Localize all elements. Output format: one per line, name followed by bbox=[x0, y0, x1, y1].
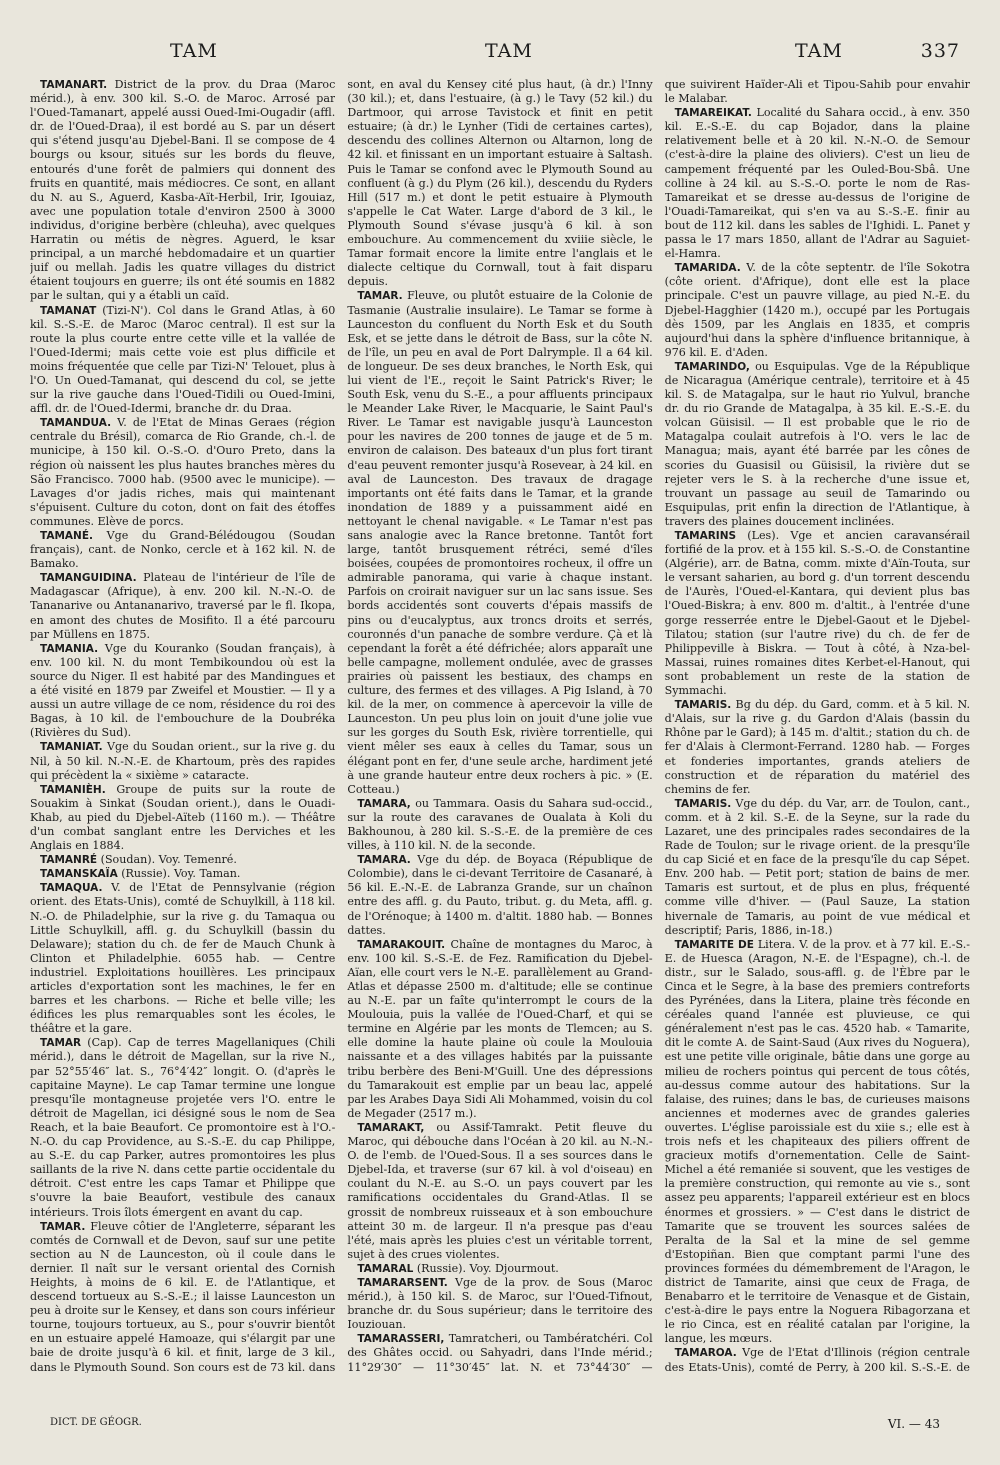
dictionary-entry bbox=[665, 938, 970, 1347]
header-left: TAM bbox=[170, 40, 218, 62]
entry-text: Vge de la prov. de Sous (Maroc mérid.), à 150 kil. S. de Maroc, sur l'Oued-Tifnout, branche dr. du Sous supérieur; dans le territoire des Iouziouan. bbox=[347, 1275, 653, 1332]
entry-text: (Tizi-N'). Col dans le Grand Atlas, à 60 kil. S.-S.-E. de Maroc (Maroc central). Il est sur la route la plus courte entre cette ville et la vallée de l'Oued-Idermi; mais cette voie est plus difficile et moins fréquentée que celle par Tizi-N' Telouet, plus à l'O. Un Oued-Tamanat, qui descend du col, se jette sur la rive gauche dans l'Oued-Tidili ou Oued-Imini, affl. dr. de l'Oued-Idermi, branche dr. du Draa. bbox=[30, 303, 336, 416]
dictionary-entry bbox=[30, 867, 335, 881]
dictionary-entry bbox=[30, 881, 335, 1036]
header-right: TAM bbox=[795, 40, 843, 62]
entry-headword: TAMANAT bbox=[40, 304, 97, 317]
footer-right: VI. — 43 bbox=[887, 1417, 940, 1431]
entry-headword: TAMANGUIDINA. bbox=[40, 572, 137, 585]
entry-headword: TAMARIS. bbox=[674, 797, 732, 810]
entry-text: Vge du Kouranko (Soudan français), à env. 100 kil. N. du mont Tembikoundou où est la source du Niger. Il est habité par des Mandingues et a été visité en 1879 par Zweifel et Moustier. — Il y a aussi un autre village de ce nom, résidence du roi des Bagas, à 10 kil. de l'embouchure de la Doubréka (Rivières du Sud). bbox=[30, 641, 336, 740]
dictionary-entry bbox=[665, 106, 970, 261]
dictionary-entry bbox=[30, 1220, 335, 1373]
entry-text: Litera. V. de la prov. et à 77 kil. E.-S.-E. de Huesca (Aragon, N.-E. de l'Espagne), ch.-l. de distr., sur le Salado, sous-affl. g. de l'Èbre par le Cinca et le Segre, à la base des premiers contreforts des Pyrénées, dans la Litera, plaine très féconde en céréales quand l'année est pluvieuse, ce qui généralement n'est pas le cas. 4520 hab. « Tamarite, dit le comte A. de Saint-Saud (Aux rives du Noguera), est une petite ville originale, bâtie dans une gorge au milieu de rochers pointus qui percent de tous côtés, au-dessus comme autour des habitations. Sur la falaise, des ruines; dans le bas, de curieuses maisons anciennes et modernes avec de grandes galeries ouvertes. L'église paroissiale est du xiie s.; elle est à trois nefs et les chapiteaux des piliers offrent de gracieux motifs d'ornementation. Celle de Saint-Michel a été remaniée si souvent, que les vestiges de la première construction, qui remonte au vie s., sont assez peu apparents; l'appareil extérieur est en blocs énormes et grossiers. » — C'est dans le district de Tamarite que se trouvent les sources salées de Peralta de la Sal et la mine de sel gemme d'Estopiñan. Bien que comptant parmi l'une des provinces formées du démembrement de l'Aragon, le district de Tamarite, ainsi que ceux de Fraga, de Benabarro et le territoire de Venasque et de Gistain, c'est-à-dire le pays entre la Noguera Ribagorzana et le rio Cinca, est en réalité catalan par l'origine, la langue, les mœurs. bbox=[664, 937, 970, 1346]
dictionary-entry bbox=[665, 78, 970, 106]
entry-headword: TAMARAKT, bbox=[357, 1121, 425, 1134]
dictionary-entry bbox=[30, 740, 335, 782]
entry-text: Chaîne de montagnes du Maroc, à env. 100 kil. S.-S.-E. de Fez. Ramification du Djebel-Aïan, elle court vers le N.-E. parallèlement au Grand-Atlas et dépasse 2500 m. d'altitude; elle se continue au N.-E. par un faîte qu'interrompt le cours de la Moulouia, puis la vallée de l'Oued-Charf, et qui se termine en Algérie par les monts de Tlemcen; au S. elle domine la haute plaine où coule la Moulouia naissante et a des villages habités par la puissante tribu berbère des Beni-M'Guill. Une des dépressions du Tamarakouit est emplie par un beau lac, appelé par les Arabes Daya Sidi Ali Mohammed, voisin du col de Megader (2517 m.). bbox=[347, 937, 653, 1120]
entry-text: (Cap). Cap de terres Magellaniques (Chili mérid.), dans le détroit de Magellan, sur la rive N., par 52°55′46″ lat. S., 76°4′42″ longit. O. (d'après le capitaine Mayne). Le cap Tamar termine une longue presqu'île montagneuse projetée vers l'O. entre le détroit de Magellan, ici désigné sous le nom de Sea Reach, et la baie Beaufort. Ce promontoire est à l'O.-N.-O. du cap Providence, au S.-S.-E. du cap Philippe, au S.-E. du cap Parker, autres promontoires les plus saillants de la rive N. dans cette partie occidentale du détroit. C'est entre les caps Tamar et Philippe que s'ouvre la baie Beaufort, vestibule des canaux intérieurs. Trois îlots émergent en avant du cap. bbox=[30, 1036, 336, 1219]
entry-text: Vge du dép. de Boyaca (République de Colombie), dans le ci-devant Territoire de Casanaré, à 56 kil. E.-N.-E. de Labranza Grande, sur un chaînon entre des affl. g. du Pauto, tribut. g. du Meta, affl. g. de l'Orénoque; à 1400 m. d'altit. 1880 hab. — Bonnes dattes. bbox=[347, 853, 653, 937]
entry-headword: TAMANART. bbox=[40, 79, 108, 91]
footer-left: DICT. DE GÉOGR. bbox=[50, 1417, 142, 1428]
column-1 bbox=[30, 78, 335, 1373]
entry-text: (Soudan). Voy. Temenré. bbox=[100, 853, 237, 867]
entry-headword: TAMANIA. bbox=[40, 642, 99, 655]
entry-text: V. de l'Etat de Minas Geraes (région centrale du Brésil), comarca de Rio Grande, ch.-l. de municipe, à 150 kil. O.-S.-O. d'Ouro Preto, dans la région où naissent les plus hautes branches mères du São Francisco. 7000 hab. (9500 avec le municipe). — Lavages d'or jadis riches, mais qui maintenant s'épuisent. Culture du coton, dont on fait des étoffes communes. Elève de porcs. bbox=[30, 416, 336, 528]
dictionary-entry bbox=[347, 1332, 652, 1373]
entry-headword: TAMANÉ. bbox=[40, 530, 93, 542]
dictionary-entry bbox=[665, 261, 970, 360]
entry-headword: TAMARAL bbox=[357, 1262, 414, 1275]
dictionary-entry bbox=[347, 78, 652, 289]
dictionary-entry bbox=[30, 416, 335, 529]
entry-headword: TAMAROA. bbox=[674, 1347, 737, 1360]
page-number: 337 bbox=[920, 40, 960, 62]
entry-text: ou Esquipulas. Vge de la République de Nicaragua (Amérique centrale), territoire et à 45 kil. S. de Matagalpa, sur le haut rio Yulvul, branche dr. du rio Grande de Matagalpa, à 35 kil. E.-S.-E. du volcan Güisisil. — Il est probable que le rio de Matagalpa coulait autrefois à l'O. vers le lac de Managua; mais, ayant été barrée par les cônes de scories du Guasisil ou Güisisil, la rivière dut se rejeter vers le S. à la recherche d'une issue et, trouvant un passage au seuil de Tamarindo ou Esquipulas, prit enfin la direction de l'Atlantique, à travers des plaines doucement inclinées. bbox=[664, 359, 970, 528]
dictionary-entry bbox=[665, 529, 970, 698]
dictionary-entry bbox=[30, 1036, 335, 1219]
entry-headword: TAMAR. bbox=[357, 290, 403, 303]
dictionary-entry bbox=[30, 571, 335, 641]
entry-headword: TAMARA. bbox=[357, 854, 411, 867]
entry-text: ou Assif-Tamrakt. Petit fleuve du Maroc, qui débouche dans l'Océan à 20 kil. au N.-N.-O. de l'emb. de l'Oued-Sous. Il a ses sources dans le Djebel-Ida, et traverse (sur 67 kil. à vol d'oiseau) en coulant du N.-E. au S.-O. un pays couvert par les ramifications occidentales du Grand-Atlas. Il se grossit de nombreux ruisseaux et à son embouchure atteint 30 m. de largeur. Il n'a presque pas d'eau l'été, mais après les pluies c'est un véritable torrent, sujet à des crues violentes. bbox=[347, 1120, 653, 1261]
entry-text: V. de la côte septentr. de l'île Sokotra (côte orient. d'Afrique), dont elle est la place principale. C'est un pauvre village, au pied N.-E. du Djebel-Hagghier (1420 m.), occupé par les Portugais dès 1509, par les Anglais en 1835, et compris aujourd'hui dans la sphère d'influence britannique, à 976 kil. E. d'Aden. bbox=[664, 261, 970, 359]
dictionary-entry bbox=[347, 853, 652, 938]
entry-text: Vge de l'Etat d'Illinois (région centrale des Etats-Unis), comté de Perry, à 200 kil. S.-S.-E. de bbox=[664, 1346, 970, 1373]
dictionary-entry bbox=[665, 797, 970, 938]
entry-headword: TAMANRÉ bbox=[40, 854, 98, 867]
entry-text: Fleuve, ou plutôt estuaire de la Colonie de Tasmanie (Australie insulaire). Le Tamar se forme à Launceston du confluent du North Esk et du South Esk, et se jette dans le détroit de Bass, sur la côte N. de l'île, un peu en aval de Port Dalrymple. Il a 64 kil. de longueur. De ses deux branches, le North Esk, qui lui vient de l'E., reçoit le Saint Patrick's River; le South Esk, venu du S.-E., a pour affluents principaux le Meander Lake River, le Macquarie, le Saint Paul's River. Le Tamar est navigable jusqu'à Launceston pour les navires de 200 tonnes de jauge et de 5 m. environ de calaison. Des bateaux d'un plus fort tirant d'eau peuvent remonter jusqu'à Rosevear, à 24 kil. en aval de Launceston. Des travaux de dragage importants ont été faits dans le Tamar, et la grande inondation de 1889 y a puissamment aidé en nettoyant le chenal navigable. « Le Tamar n'est pas sans analogie avec la Rance bretonne. Tantôt fort large, tantôt brusquement rétréci, semé d'îles boisées, coupées de promontoires rocheux, il offre un admirable panorama, qui varie à chaque instant. Parfois on croirait naviguer sur un lac sans issue. Ses bords accidentés sont couverts d'épais massifs de pins ou d'eucalyptus, aux troncs droits et serrés, couronnés d'un panache de sombre verdure. Çà et là cependant la forêt a été défrichée; alors apparaît une belle campagne, mollement ondulée, avec de grasses prairies où paissent les bestiaux, des champs en culture, des fermes et des villages. A Pig Island, à 70 kil. de la mer, on commence à apercevoir la ville de Launceston. Un peu plus loin on jouit d'une jolie vue sur les gorges du South Esk, rivière torrentielle, qui vient mêler ses eaux à celles du Tamar, sous un élégant pont en fer, d'une seule arche, hardiment jeté à une grande hauteur entre deux rochers à pic. » (E. Cotteau.) bbox=[347, 289, 653, 796]
dictionary-entry bbox=[347, 1262, 652, 1276]
entry-text: Tamratcheri, ou Tambératchéri. Col des Ghâtes occid. ou Sahyadri, dans l'Inde mérid.; 11°29′30″ — 11°30′45″ lat. N. et 73°44′30″ — bbox=[347, 1332, 653, 1373]
dictionary-entry bbox=[30, 642, 335, 741]
entry-text: Plateau de l'intérieur de l'île de Madagascar (Afrique), à env. 200 kil. N.-N.-O. de Tananarive ou Antananarivo, traversé par le fl. Ikopa, en amont des chutes de Mosifito. Il a été parcouru par Müllens en 1875. bbox=[30, 571, 336, 641]
dictionary-entry bbox=[347, 1121, 652, 1262]
entry-headword: TAMAR. bbox=[40, 1220, 86, 1233]
entry-text: (Russie). Voy. Djourmout. bbox=[416, 1261, 559, 1275]
entry-headword: TAMANDUA. bbox=[40, 417, 112, 430]
entry-text: Vge du Soudan orient., sur la rive g. du Nil, à 50 kil. N.-N.-E. de Khartoum, près des rapides qui précèdent la « sixième » cataracte. bbox=[30, 740, 336, 782]
entry-headword: TAMARITE DE bbox=[674, 938, 754, 951]
column-2 bbox=[347, 78, 652, 1373]
entry-headword: TAMARARSENT. bbox=[357, 1276, 448, 1289]
entry-headword: TAMAREIKAT. bbox=[674, 107, 752, 120]
dictionary-entry bbox=[665, 1346, 970, 1373]
entry-headword: TAMAR bbox=[40, 1037, 82, 1050]
running-header bbox=[30, 40, 970, 68]
entry-text: Bg du dép. du Gard, comm. et à 5 kil. N. d'Alais, sur la rive g. du Gardon d'Alais (bassin du Rhône par le Gard); à 145 m. d'altit.; station du ch. de fer d'Alais à Clermont-Ferrand. 1280 hab. — Forges et fonderies importantes, grands ateliers de construction et de réparation du matériel des chemins de fer. bbox=[664, 698, 970, 796]
dictionary-entry bbox=[30, 783, 335, 853]
dictionary-entry bbox=[347, 1276, 652, 1332]
entry-headword: TAMARAKOUIT. bbox=[357, 938, 446, 951]
dictionary-entry bbox=[30, 78, 335, 304]
entry-headword: TAMARIDA. bbox=[674, 262, 741, 275]
entry-text: sont, en aval du Kensey cité plus haut, (à dr.) l'Inny (30 kil.); et, dans l'estuaire, (à g.) le Tavy (52 kil.) du Dartmoor, qui arrose Tavistock et finit en petit estuaire; (à dr.) le Lynher (Tidi de certaines cartes), descendu des collines Alternon ou Altarnon, long de 42 kil. et finissant en un important estuaire à Saltash. Puis le Tamar se confond avec le Plymouth Sound au confluent (à g.) du Plym (26 kil.), descendu du Ryders Hill (517 m.) et dont le petit estuaire à Plymouth s'appelle le Cat Water. Large d'abord de 3 kil., le Plymouth Sound s'évase jusqu'à 6 kil. à son embouchure. Au commencement du xviiie siècle, le Tamar formait encore la limite entre l'anglais et le dialecte celtique du Cornwall, tout à fait disparu depuis. bbox=[347, 78, 653, 289]
entry-text: (Russie). Voy. Taman. bbox=[121, 867, 241, 881]
entry-headword: TAMARASSERI, bbox=[357, 1333, 445, 1346]
dictionary-entry bbox=[30, 853, 335, 867]
text-columns bbox=[30, 78, 970, 1373]
entry-headword: TAMARA, bbox=[357, 797, 411, 810]
entry-headword: TAMARIS. bbox=[674, 699, 732, 712]
dictionary-entry bbox=[30, 529, 335, 571]
entry-text: V. de l'Etat de Pennsylvanie (région orient. des Etats-Unis), comté de Schuylkill, à 118 kil. N.-O. de Philadelphie, sur la rive g. du Tamaqua ou Little Schuylkill, affl. g. du Schuylkill (bassin du Delaware); station du ch. de fer de Mauch Chunk à Clinton et Philadelphie. 6055 hab. — Centre industriel. Exploitations houillères. Les principaux articles d'exportation sont les machines, le fer en barres et les charbons. — Riche et belle ville; les édifices les plus remarquables sont les écoles, le théâtre et la gare. bbox=[30, 881, 336, 1036]
entry-headword: TAMANIAT. bbox=[40, 741, 103, 754]
entry-headword: TAMARINDO, bbox=[674, 360, 750, 373]
dictionary-entry bbox=[665, 698, 970, 797]
entry-headword: TAMANSKAÏA bbox=[40, 868, 118, 881]
column-3 bbox=[665, 78, 970, 1373]
dictionary-entry bbox=[347, 289, 652, 796]
dictionary-entry bbox=[347, 797, 652, 853]
dictionary-entry bbox=[30, 304, 335, 417]
entry-headword: TAMANIÈH. bbox=[40, 783, 106, 796]
entry-text: Localité du Sahara occid., à env. 350 kil. E.-S.-E. du cap Bojador, dans la plaine relativement belle et à 20 kil. N.-N.-O. de Semour (c'est-à-dire la plaine des oliviers). C'est un lieu de campement fréquenté par les Ouled-Bou-Sbâ. Une colline à 24 kil. au S.-S.-O. porte le nom de Ras-Tamareikat et se dresse au-dessus de l'origine de l'Ouadi-Tamareikat, qui s'en va au S.-S.-E. finir au bout de 112 kil. dans les sables de l'Ighidi. L. Panet y passa le 17 mars 1850, allant de l'Adrar au Saguiet-el-Hamra. bbox=[664, 106, 970, 261]
entry-text: Fleuve côtier de l'Angleterre, séparant les comtés de Cornwall et de Devon, sauf sur une petite section au N de Launceston, où il coule dans le dernier. Il naît sur le versant oriental des Cornish Heights, à moins de 6 kil. E. de l'Atlantique, et descend tortueux au S.-S.-E.; il laisse Launceston un peu à droite sur le Kensey, et dans son cours inférieur tourne, toujours tortueux, au S., pour s'ouvrir bientôt en un estuaire appelé Hamoaze, qui s'élargit par une baie de droite jusqu'à 6 kil. et finit, large de 3 kil., dans le Plymouth Sound. Son cours est de 73 kil. dans bbox=[30, 1219, 336, 1373]
header-center: TAM bbox=[485, 40, 533, 62]
entry-headword: TAMARINS bbox=[674, 530, 737, 542]
dictionary-entry bbox=[347, 938, 652, 1121]
entry-headword: TAMAQUA. bbox=[40, 882, 103, 895]
entry-text: que suivirent Haïder-Ali et Tipou-Sahib pour envahir le Malabar. bbox=[664, 78, 970, 106]
entry-text: ou Tammara. Oasis du Sahara sud-occid., sur la route des caravanes de Oualata à Koli du Bakhounou, à 280 kil. S.-S.-E. de la première de ces villes, à 110 kil. N. de la seconde. bbox=[347, 796, 653, 853]
entry-text: (Les). Vge et ancien caravansérail fortifié de la prov. et à 155 kil. S.-S.-O. de Constantine (Algérie), arr. de Batna, comm. mixte d'Aïn-Touta, sur le versant saharien, au bord g. d'un torrent descendu de l'Aurès, l'Oued-el-Kantara, qui devient plus bas l'Oued-Biskra; à env. 800 m. d'altit., à l'entrée d'une gorge resserrée entre le Djebel-Gaout et le Djebel-Tilatou; station (sur l'autre rive) du ch. de fer de Philippeville à Biskra. — Tout à côté, à Nza-bel-Massai, ruines romaines dites Kerbet-el-Hanout, qui sont probablement un reste de la station de Symmachi. bbox=[664, 529, 970, 698]
entry-text: Vge du Grand-Bélédougou (Soudan français), cant. de Nonko, cercle et à 162 kil. N. de Bamako. bbox=[30, 529, 336, 571]
entry-text: Groupe de puits sur la route de Souakim à Sinkat (Soudan orient.), dans le Ouadi-Khab, au pied du Djebel-Aïteb (1160 m.). — Théâtre d'un combat sanglant entre les Derviches et les Anglais en 1884. bbox=[30, 782, 336, 853]
entry-text: Vge du dép. du Var, arr. de Toulon, cant., comm. et à 2 kil. S.-E. de la Seyne, sur la rade du Lazaret, une des principales rades secondaires de la Rade de Toulon; sur le rivage orient. de la presqu'île du cap Sicié et en face de la presqu'île du cap Sépet. Env. 200 hab. — Petit port; station de bains de mer. Tamaris est surtout, et de plus en plus, fréquenté comme ville d'hiver. — (Paul Sauze, La station hivernale de Tamaris, au point de vue médical et descriptif; Paris, 1886, in-18.) bbox=[664, 796, 970, 937]
entry-text: District de la prov. du Draa (Maroc mérid.), à env. 300 kil. S.-O. de Maroc. Arrosé par l'Oued-Tamanart, appelé aussi Oued-Imi-Ougadir (affl. dr. de l'Oued-Draa), il est bordé au S. par un désert qui s'étend jusqu'au Djebel-Bani. Il se compose de 4 bourgs ou ksour, situés sur les bords du fleuve, entourés d'une forêt de palmiers qui donnent des fruits en quantité, mais médiocres. Ce sont, en allant du N. au S., Aguerd, Kasba-Aït-Herbil, Irir, Igouiaz, avec une population totale d'environ 2500 à 3000 individus, d'origine berbère (chleuha), avec quelques Harratin ou métis de nègres. Aguerd, le ksar principal, a un marché hebdomadaire et un quartier juif ou mellah. Jadis les quatre villages du district étaient toujours en guerre; ils ont été soumis en 1882 par le sultan, qui y a établi un caïd. bbox=[30, 78, 336, 303]
dictionary-entry bbox=[665, 360, 970, 529]
